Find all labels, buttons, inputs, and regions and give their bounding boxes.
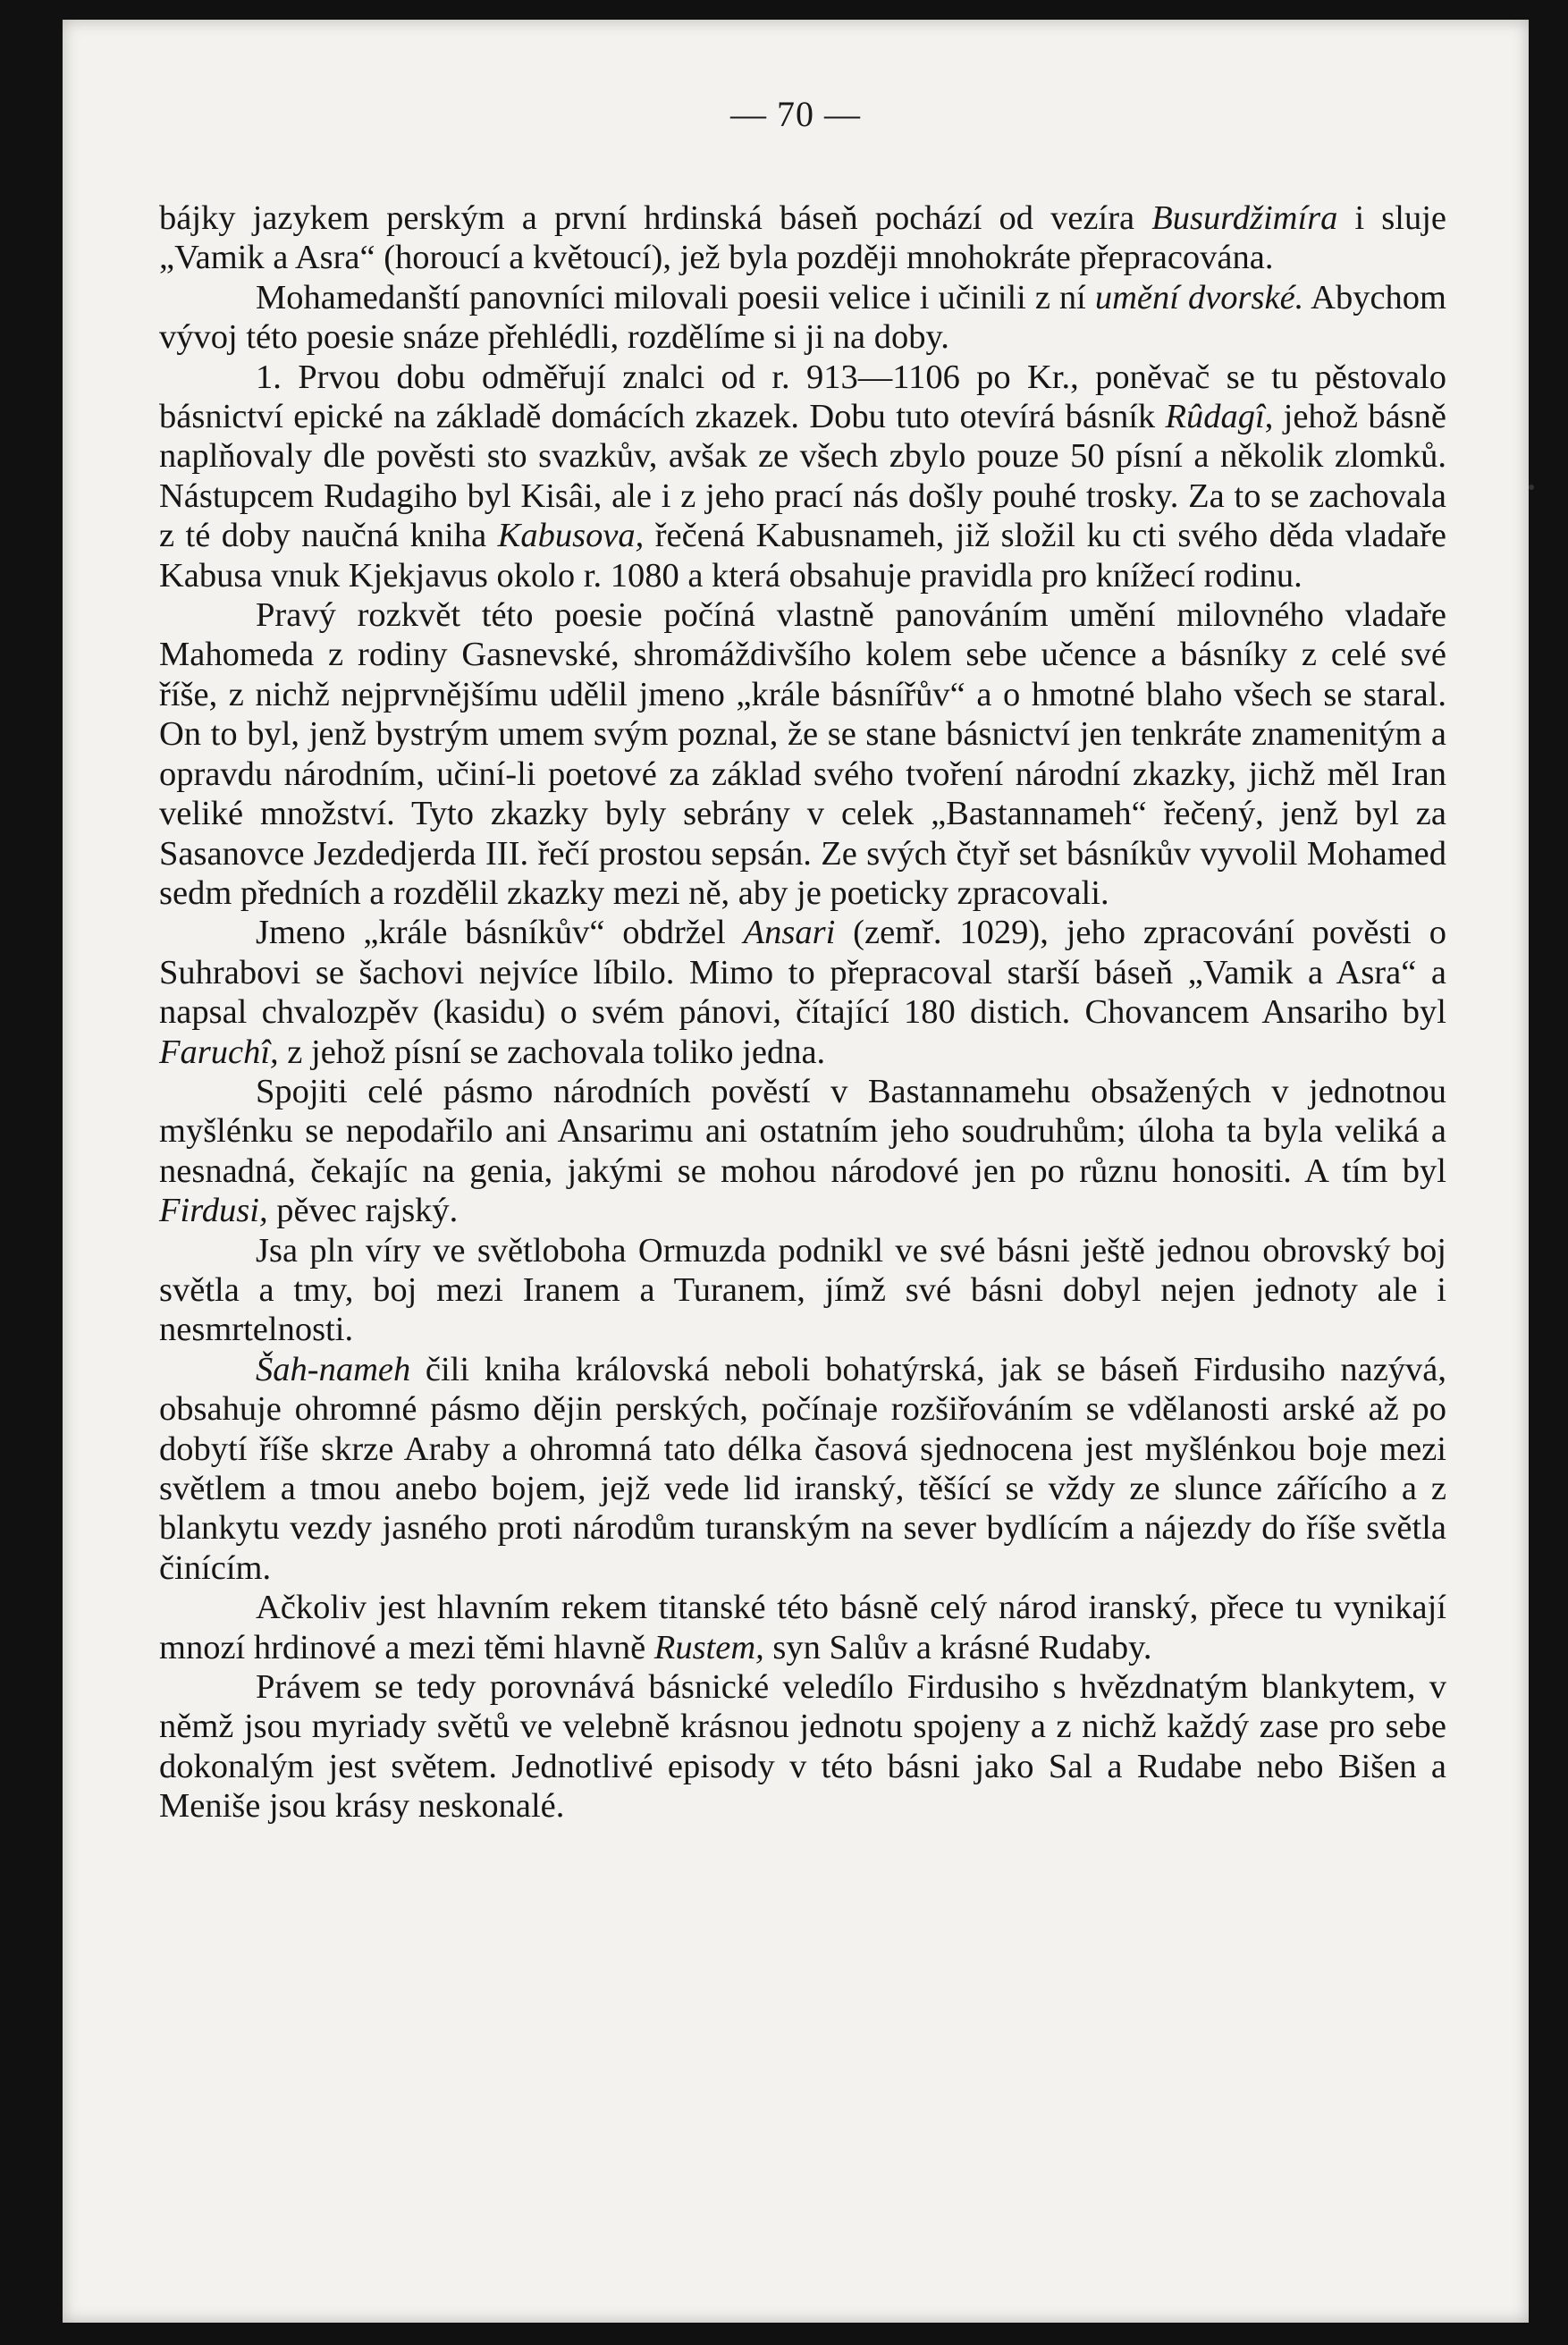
paragraph-p1: [159, 198, 1446, 278]
text-run: (zemř. 1029), jeho zpracování pověsti o Suhrabovi se šachovi nejvíce líbilo. Mimo to přepracoval starší báseň „Vamik a Asra“ a napsal chvalozpěv (kasidu) o svém pánovi, čítající 180 distich. Chovancem Ansariho byl: [159, 914, 1446, 1032]
text-run: Pravý rozkvět této poesie počíná vlastně panováním umění milovného vladaře Mahomeda z rodiny Gasnevské, shromáždivšího kolem sebe učence a básníky z celé své říše, z nichž nejprvnějšímu udělil jmeno „krále básnířův“ a o hmotné blaho všech se staral. On to byl, jenž bystrým umem svým poznal, že se stane básnictví jen tenkráte znamenitým a opravdu národním, učiní-li poetové za základ svého tvoření národní zkazky, jichž měl Iran veliké množství. Tyto zkazky byly sebrány v celek „Bastannameh“ řečený, jenž byl za Sasanovce Jezdedjerda III. řečí prostou sepsán. Ze svých čtyř set básníkův vyvolil Mohamed sedm předních a rozdělil zkazky mezi ně, aby je poeticky zpracovali.: [159, 596, 1446, 912]
text-run: , jehož básně naplňovaly dle pověsti sto svazkův, avšak ze všech zbylo pouze 50 písní a několik zlomků. Nástupcem Rudagiho byl Kisâi, ale i z jeho prací nás došly pouhé trosky. Za to se zachovala z té doby naučná kniha: [159, 398, 1446, 555]
text-run: z jehož písní se zachovala toliko jedna.: [278, 1033, 826, 1071]
text-run: Spojiti celé pásmo národních pověstí v Bastannamehu obsažených v jednotnou myšlénku se nepodařilo ani Ansarimu ani ostatním jeho soudruhům; úloha ta byla veliká a nesnadná, čekajíc na genia, jakými se mohou národové jen po různu honositi. A tím byl: [159, 1072, 1446, 1190]
italic-run: Rustem,: [653, 1628, 764, 1666]
text-run: Ačkoliv jest hlavním rekem titanské této básně celý národ iranský, přece tu vynikají mnozí hrdinové a mezi těmi hlavně: [159, 1589, 1446, 1666]
italic-run: Faruchî,: [159, 1033, 279, 1071]
text-run: syn Salův a krásné Rudaby.: [763, 1628, 1152, 1666]
text-run: bájky jazykem perským a první hrdinská báseň pochází od vezíra: [159, 199, 1152, 237]
body-text: [159, 198, 1446, 1826]
text-run: Právem se tedy porovnává básnické veledílo Firdusiho s hvězdnatým blankytem, v němž jsou myriady světů ve velebně krásnou jednotu spojeny a z nichž každý zase pro sebe dokonalým jest světem. Jednotlivé episody v této básni jako Sal a Rudabe nebo Bišen a Meniše jsou krásy neskonalé.: [159, 1668, 1446, 1826]
italic-run: Šah-nameh: [256, 1350, 411, 1388]
paragraph-p4: [159, 595, 1446, 913]
text-run: pěvec rajský.: [267, 1192, 459, 1230]
italic-run: Firdusi,: [159, 1192, 268, 1230]
paragraph-p10: [159, 1667, 1446, 1826]
text-run: 1. Prvou dobu odměřují znalci od r. 913—1106 po Kr., poněvač se tu pěstovalo básnictví epické na základě domácích zkazek. Dobu tuto otevírá básník: [159, 358, 1446, 436]
italic-run: umění dvorské.: [1094, 278, 1304, 316]
paragraph-p2: [159, 278, 1446, 358]
page-number: — 70 —: [730, 94, 861, 134]
paragraph-p7: [159, 1231, 1446, 1350]
scan-speck: [1529, 485, 1534, 490]
italic-run: Rûdagî: [1165, 398, 1265, 436]
paragraph-p5: [159, 913, 1446, 1072]
text-run: Jmeno „krále básníkův“ obdržel: [256, 914, 744, 952]
text-run: i sluje „Vamik a Asra“ (horoucí a květoucí), jež byla později mnohokráte přepracována.: [159, 199, 1446, 277]
text-run: řečená Kabusnameh, již složil ku cti svého děda vladaře Kabusa vnuk Kjekjavus okolo r. 1080 a která obsahuje pravidla pro knížecí rodinu.: [159, 517, 1446, 595]
text-run: Mohamedanští panovníci milovali poesii velice i učinili z ní: [256, 278, 1095, 316]
paragraph-p9: [159, 1588, 1446, 1667]
italic-run: Busurdžimíra: [1151, 199, 1338, 237]
text-run: čili kniha královská neboli bohatýrská, jak se báseň Firdusiho nazývá, obsahuje ohromné pásmo dějin perských, počínaje rozšiřováním se vdělanosti arské až po dobytí říše skrze Araby a ohromná tato délka časová sjednocena jest myšlénkou boje mezi světlem a tmou anebo bojem, jejž vede lid iranský, těšící se vždy ze slunce zářícího a z blankytu vezdy jasného proti národům turanským na sever bydlícím a nájezdy do říše světla činícím.: [159, 1350, 1446, 1587]
book-page: [63, 20, 1529, 2323]
paragraph-p8: [159, 1350, 1446, 1588]
italic-run: Kabusova,: [497, 517, 645, 555]
italic-run: Ansari: [743, 914, 836, 952]
text-run: Jsa pln víry ve světloboha Ormuzda podnikl ve své básni ještě jednou obrovský boj světla a tmy, boj mezi Iranem a Turanem, jímž své básni dobyl nejen jednoty ale i nesmrtelnosti.: [159, 1231, 1446, 1349]
paragraph-p6: [159, 1072, 1446, 1231]
paragraph-p3: [159, 358, 1446, 595]
text-run: Abychom vývoj této poesie snáze přehlédli, rozdělíme si ji na doby.: [159, 278, 1447, 357]
